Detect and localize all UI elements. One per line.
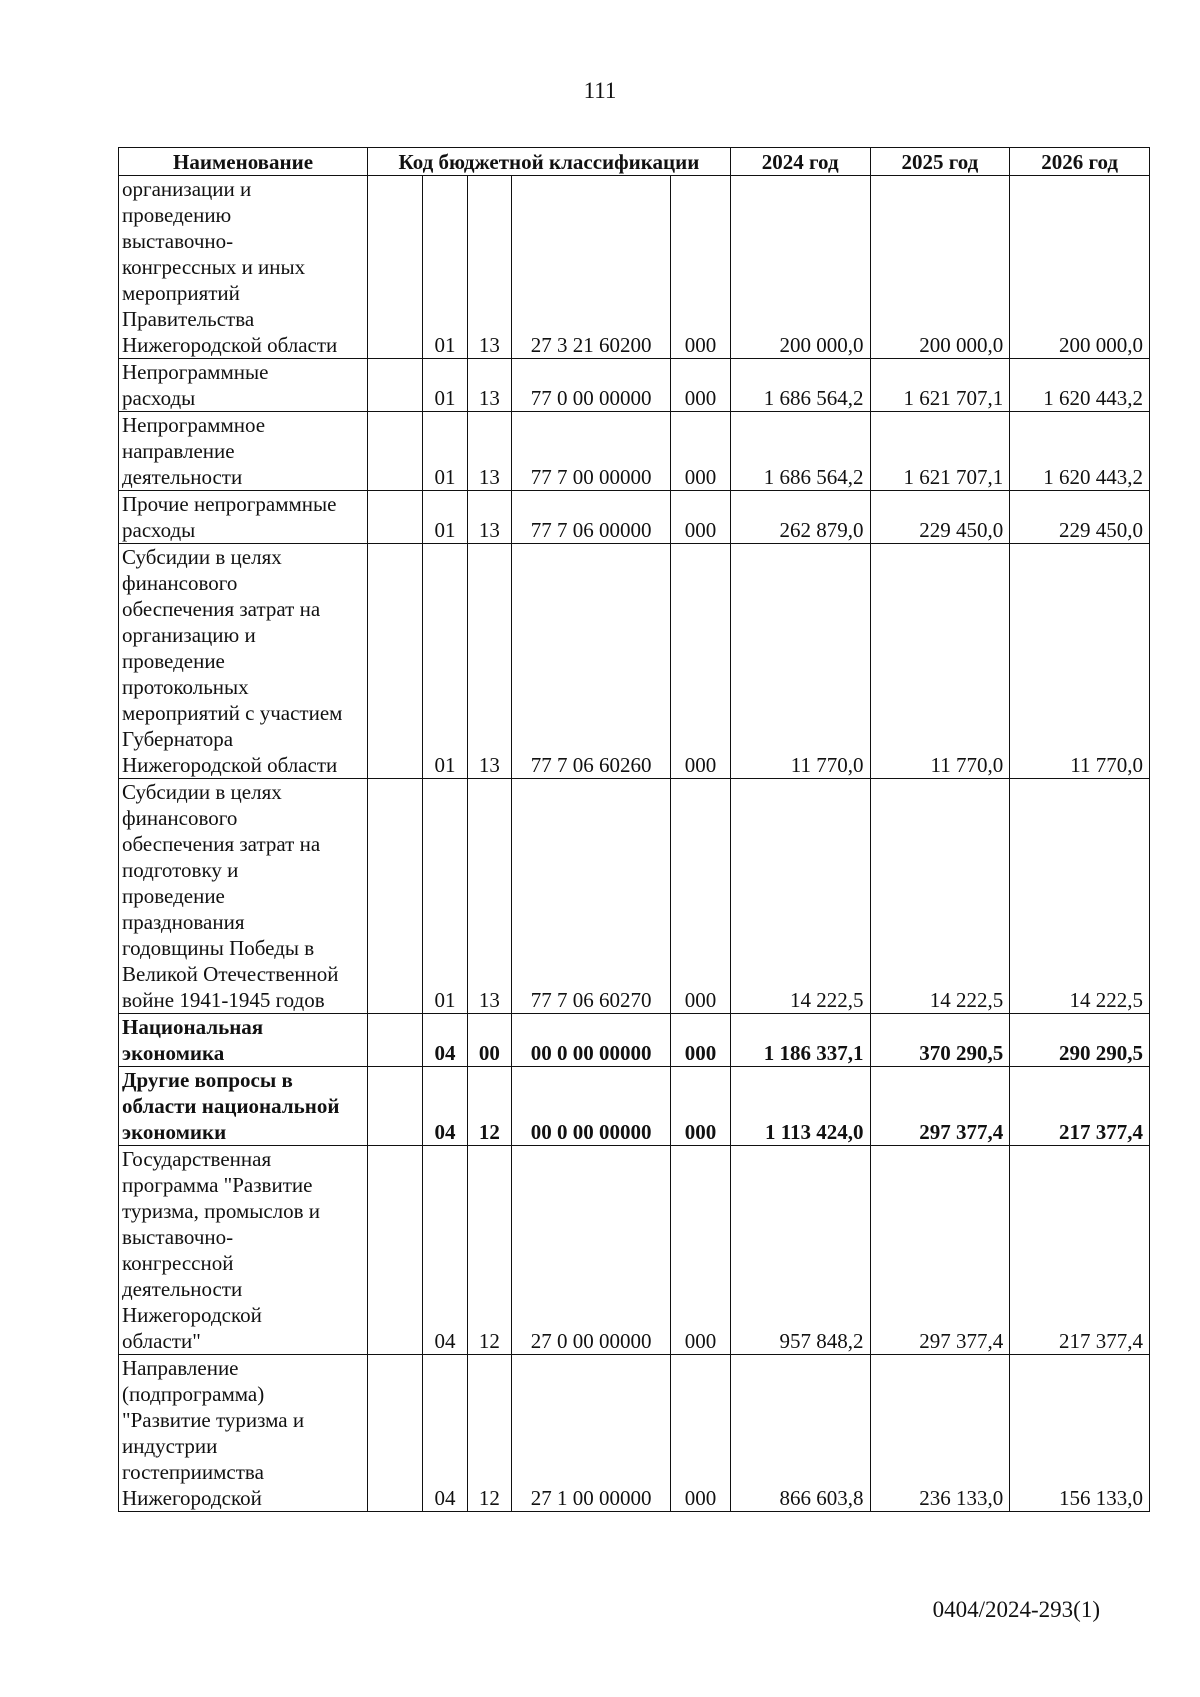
amount-2024-cell: 1 113 424,0	[730, 1067, 870, 1146]
row-name-cell: Непрограммные расходы	[119, 359, 368, 412]
subsection-code-cell: 13	[467, 779, 511, 1014]
amount-2026-cell: 156 133,0	[1010, 1355, 1150, 1512]
subsection-code-cell: 13	[467, 359, 511, 412]
amount-2025-cell: 1 621 707,1	[870, 359, 1010, 412]
amount-2025-cell: 14 222,5	[870, 779, 1010, 1014]
target-article-cell: 27 3 21 60200	[512, 176, 671, 359]
target-article-cell: 00 0 00 00000	[512, 1067, 671, 1146]
amount-2026-cell: 14 222,5	[1010, 779, 1150, 1014]
amount-2026-cell: 200 000,0	[1010, 176, 1150, 359]
amount-2024-cell: 957 848,2	[730, 1146, 870, 1355]
expense-type-cell: 000	[671, 1067, 731, 1146]
table-row	[119, 359, 1150, 412]
amount-2024-cell: 11 770,0	[730, 544, 870, 779]
target-article-cell: 77 7 06 60270	[512, 779, 671, 1014]
amount-2024-cell: 866 603,8	[730, 1355, 870, 1512]
expense-type-cell: 000	[671, 1014, 731, 1067]
table-header-row	[119, 148, 1150, 176]
row-name-cell: Другие вопросы в области национальной экономики	[119, 1067, 368, 1146]
code-part-cell	[368, 1146, 423, 1355]
section-code-cell: 01	[423, 412, 467, 491]
target-article-cell: 77 7 06 00000	[512, 491, 671, 544]
amount-2026-cell: 1 620 443,2	[1010, 359, 1150, 412]
code-part-cell	[368, 412, 423, 491]
row-name-cell: организации и проведению выставочно- конгрессных и иных мероприятий Правительства Нижегородской области	[119, 176, 368, 359]
table-row	[119, 412, 1150, 491]
table-row	[119, 491, 1150, 544]
section-code-cell: 04	[423, 1014, 467, 1067]
header-2025: 2025 год	[870, 148, 1010, 176]
section-code-cell: 04	[423, 1355, 467, 1512]
subsection-code-cell: 00	[467, 1014, 511, 1067]
expense-type-cell: 000	[671, 412, 731, 491]
expense-type-cell: 000	[671, 1146, 731, 1355]
section-code-cell: 01	[423, 491, 467, 544]
target-article-cell: 77 7 00 00000	[512, 412, 671, 491]
amount-2025-cell: 297 377,4	[870, 1067, 1010, 1146]
expense-type-cell: 000	[671, 176, 731, 359]
row-name-cell: Субсидии в целях финансового обеспечения затрат на подготовку и проведение празднования годовщины Победы в Великой Отечественной войне 1941-1945 годов	[119, 779, 368, 1014]
amount-2025-cell: 297 377,4	[870, 1146, 1010, 1355]
expense-type-cell: 000	[671, 544, 731, 779]
code-part-cell	[368, 544, 423, 779]
subsection-code-cell: 13	[467, 412, 511, 491]
target-article-cell: 77 7 06 60260	[512, 544, 671, 779]
amount-2026-cell: 1 620 443,2	[1010, 412, 1150, 491]
subsection-code-cell: 13	[467, 491, 511, 544]
expense-type-cell: 000	[671, 779, 731, 1014]
target-article-cell: 27 0 00 00000	[512, 1146, 671, 1355]
amount-2026-cell: 229 450,0	[1010, 491, 1150, 544]
table-row	[119, 1014, 1150, 1067]
subsection-code-cell: 12	[467, 1355, 511, 1512]
subsection-code-cell: 13	[467, 544, 511, 779]
amount-2024-cell: 14 222,5	[730, 779, 870, 1014]
amount-2025-cell: 370 290,5	[870, 1014, 1010, 1067]
amount-2024-cell: 1 686 564,2	[730, 359, 870, 412]
table-body	[119, 176, 1150, 1512]
page-number: 111	[583, 78, 617, 103]
amount-2024-cell: 1 186 337,1	[730, 1014, 870, 1067]
subsection-code-cell: 13	[467, 176, 511, 359]
amount-2025-cell: 11 770,0	[870, 544, 1010, 779]
row-name-cell: Направление (подпрограмма) "Развитие туризма и индустрии гостеприимства Нижегородской	[119, 1355, 368, 1512]
code-part-cell	[368, 1355, 423, 1512]
header-name: Наименование	[119, 148, 368, 176]
code-part-cell	[368, 1067, 423, 1146]
table-row	[119, 176, 1150, 359]
section-code-cell: 01	[423, 176, 467, 359]
code-part-cell	[368, 1014, 423, 1067]
section-code-cell: 04	[423, 1067, 467, 1146]
section-code-cell: 01	[423, 779, 467, 1014]
row-name-cell: Национальная экономика	[119, 1014, 368, 1067]
code-part-cell	[368, 491, 423, 544]
amount-2026-cell: 217 377,4	[1010, 1067, 1150, 1146]
amount-2024-cell: 1 686 564,2	[730, 412, 870, 491]
header-code: Код бюджетной классификации	[368, 148, 731, 176]
amount-2025-cell: 229 450,0	[870, 491, 1010, 544]
expense-type-cell: 000	[671, 1355, 731, 1512]
amount-2025-cell: 236 133,0	[870, 1355, 1010, 1512]
code-part-cell	[368, 779, 423, 1014]
amount-2026-cell: 11 770,0	[1010, 544, 1150, 779]
table-row	[119, 1355, 1150, 1512]
amount-2026-cell: 217 377,4	[1010, 1146, 1150, 1355]
amount-2024-cell: 200 000,0	[730, 176, 870, 359]
expense-type-cell: 000	[671, 491, 731, 544]
budget-table	[118, 147, 1150, 1512]
code-part-cell	[368, 176, 423, 359]
header-2024: 2024 год	[730, 148, 870, 176]
amount-2026-cell: 290 290,5	[1010, 1014, 1150, 1067]
row-name-cell: Прочие непрограммные расходы	[119, 491, 368, 544]
table-row	[119, 779, 1150, 1014]
subsection-code-cell: 12	[467, 1067, 511, 1146]
table-row	[119, 1146, 1150, 1355]
row-name-cell: Государственная программа "Развитие туризма, промыслов и выставочно- конгрессной деятельности Нижегородской области"	[119, 1146, 368, 1355]
header-2026: 2026 год	[1010, 148, 1150, 176]
document-code: 0404/2024-293(1)	[932, 1597, 1100, 1622]
section-code-cell: 04	[423, 1146, 467, 1355]
table-row	[119, 544, 1150, 779]
subsection-code-cell: 12	[467, 1146, 511, 1355]
code-part-cell	[368, 359, 423, 412]
row-name-cell: Непрограммное направление деятельности	[119, 412, 368, 491]
table-row	[119, 1067, 1150, 1146]
section-code-cell: 01	[423, 544, 467, 779]
section-code-cell: 01	[423, 359, 467, 412]
target-article-cell: 00 0 00 00000	[512, 1014, 671, 1067]
expense-type-cell: 000	[671, 359, 731, 412]
row-name-cell: Субсидии в целях финансового обеспечения затрат на организацию и проведение протокольных мероприятий с участием Губернатора Нижегородской области	[119, 544, 368, 779]
target-article-cell: 27 1 00 00000	[512, 1355, 671, 1512]
target-article-cell: 77 0 00 00000	[512, 359, 671, 412]
amount-2025-cell: 1 621 707,1	[870, 412, 1010, 491]
amount-2024-cell: 262 879,0	[730, 491, 870, 544]
amount-2025-cell: 200 000,0	[870, 176, 1010, 359]
